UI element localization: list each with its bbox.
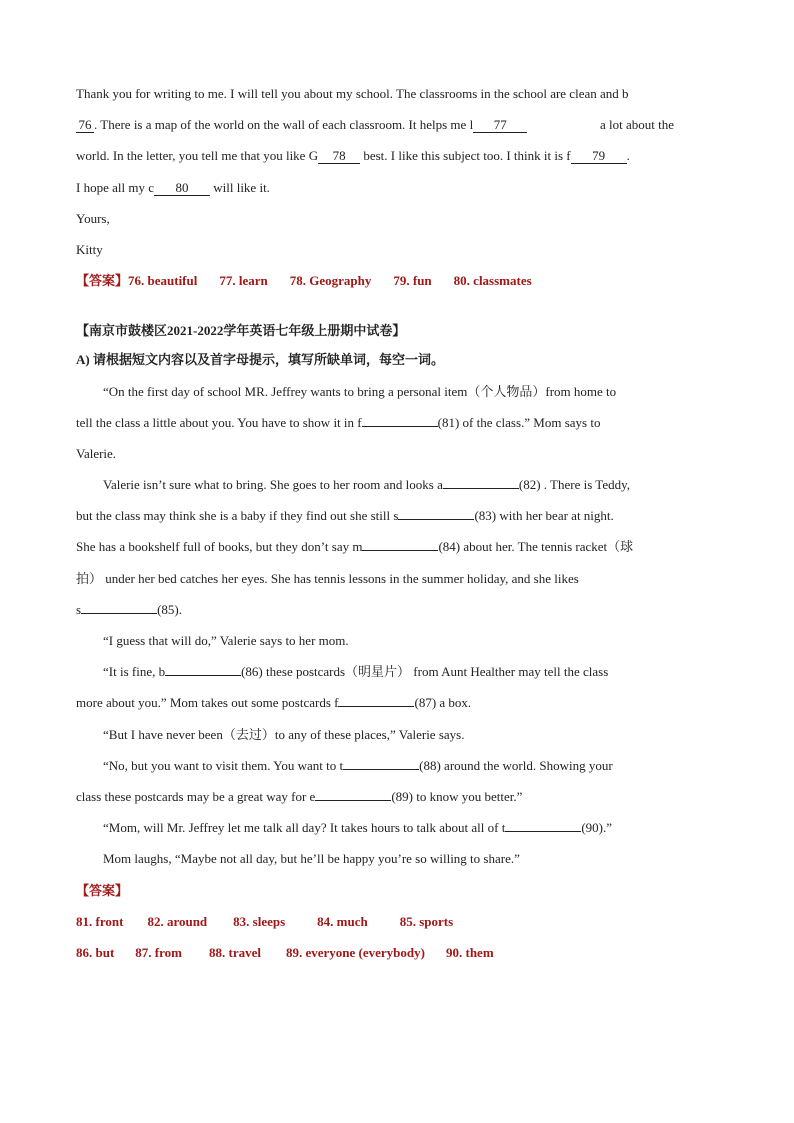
document-page [76, 78, 674, 968]
text: Mom laughs, “Maybe not all day, but he’ll be happy you’re so willing to share.” [103, 851, 520, 867]
blank-84 [362, 550, 438, 551]
passage-line [76, 656, 674, 687]
text: (87) a box. [414, 695, 472, 711]
passage-line [76, 812, 674, 843]
text: more about you.” Mom takes out some postcards f [76, 695, 339, 711]
text: I hope all my c [76, 179, 154, 195]
answer-item: 80. classmates [453, 273, 532, 289]
letter-line-3 [76, 140, 674, 171]
answer-item: 84. much [317, 913, 368, 929]
letter-signature [76, 234, 674, 265]
text: “I guess that will do,” Valerie says to her mom. [103, 633, 349, 648]
passage-line [76, 719, 674, 750]
text: (82) . There is Teddy, [518, 477, 631, 493]
passage-line [76, 687, 674, 718]
section-title: 【南京市鼓楼区2021-2022学年英语七年级上册期中试卷】 [76, 323, 406, 339]
blank-88 [343, 769, 419, 770]
text: 拍） under her bed catches her eyes. She has tennis lessons in the summer holiday, and she likes [76, 570, 579, 586]
answer-row-3 [76, 937, 674, 968]
text: “But I have never been（去过）to any of these places,” Valerie says. [103, 726, 465, 742]
answer-item: 85. sports [399, 913, 454, 929]
passage-line [76, 781, 674, 812]
answer-item: 79. fun [393, 273, 432, 289]
passage-line [76, 563, 674, 594]
text: Valerie isn’t sure what to bring. She goes to her room and looks a [103, 477, 443, 493]
passage-line [76, 531, 674, 562]
text: tell the class a little about you. You have to show it in f [76, 414, 362, 430]
answer-item: 89. everyone (everybody) [285, 944, 425, 960]
text: (88) around the world. Showing your [419, 757, 613, 773]
blank-81 [362, 426, 438, 427]
text: (90).” [581, 820, 612, 836]
blank-76: 76 [76, 117, 94, 133]
passage-line [76, 469, 674, 500]
passage-line [76, 625, 674, 656]
answer-item: 77. learn [219, 273, 268, 289]
blank-85 [81, 613, 157, 614]
blank-82 [443, 488, 519, 489]
answer-row-2 [76, 906, 674, 937]
text: but the class may think she is a baby if they find out she still s [76, 508, 399, 524]
text: “On the first day of school MR. Jeffrey wants to bring a personal item（个人物品）from home to [103, 383, 617, 399]
text: s [76, 601, 82, 617]
answer-item: 81. front [76, 913, 124, 929]
blank-86 [165, 675, 241, 676]
letter-line-1 [76, 78, 674, 109]
text: (89) to know you better.” [391, 788, 523, 804]
text: world. In the letter, you tell me that you like G [76, 148, 319, 164]
text: . There is a map of the world on the wall of each classroom. It helps me l [94, 117, 474, 133]
text: “Mom, will Mr. Jeffrey let me talk all day? It takes hours to talk about all of t [103, 820, 506, 836]
text: class these postcards may be a great way for e [76, 788, 316, 804]
text: . [626, 148, 630, 164]
text: Yours, [76, 210, 110, 226]
answer-item: 88. travel [209, 944, 261, 960]
answer-item: 83. sleeps [233, 913, 286, 929]
letter-line-2 [76, 109, 674, 140]
text: will like it. [213, 179, 270, 195]
passage-line [76, 438, 674, 469]
text: a lot about the [599, 117, 674, 133]
answer-label-2: 【答案】 [76, 882, 129, 898]
passage-line [76, 376, 674, 407]
answer-item: 87. from [135, 944, 182, 960]
passage-line [76, 843, 674, 874]
passage-line [76, 594, 674, 625]
answer-item: 78. Geography [289, 273, 372, 289]
letter-line-4 [76, 172, 674, 203]
text: She has a bookshelf full of books, but they don’t say m [76, 539, 363, 555]
blank-89 [315, 800, 391, 801]
answer-row-1 [76, 265, 674, 296]
text: Kitty [76, 241, 103, 257]
answer-item: 86. but [76, 944, 115, 960]
text: (81) of the class.” Mom says to [437, 414, 601, 430]
text: Thank you for writing to me. I will tell you about my school. The classrooms in the school are clean and b [76, 86, 629, 101]
blank-80: 80 [154, 180, 210, 196]
blank-83 [398, 519, 474, 520]
text: best. I like this subject too. I think it is f [363, 148, 571, 164]
answer-label: 【答案】 [76, 273, 129, 289]
section-instruction: A) 请根据短文内容以及首字母提示，填写所缺单词，每空一词。 [76, 352, 444, 368]
text: (84) about her. The tennis racket（球 [438, 539, 634, 555]
blank-79: 79 [571, 148, 627, 164]
blank-87 [338, 706, 414, 707]
answer-item: 82. around [147, 913, 208, 929]
text: Valerie. [76, 445, 117, 461]
blank-78: 78 [318, 148, 360, 164]
blank-90 [505, 831, 581, 832]
answer-item: 76. beautiful [128, 273, 198, 289]
text: (86) these postcards（明星片） from Aunt Healther may tell the class [241, 664, 609, 680]
letter-closing [76, 203, 674, 234]
text: “No, but you want to visit them. You want to t [103, 757, 344, 773]
passage-line [76, 407, 674, 438]
blank-77: 77 [473, 117, 527, 133]
text: (85). [157, 601, 182, 617]
text: “It is fine, b [103, 664, 166, 680]
text: (83) with her bear at night. [474, 508, 614, 524]
passage-line [76, 500, 674, 531]
passage-line [76, 750, 674, 781]
answer-item: 90. them [445, 944, 494, 960]
